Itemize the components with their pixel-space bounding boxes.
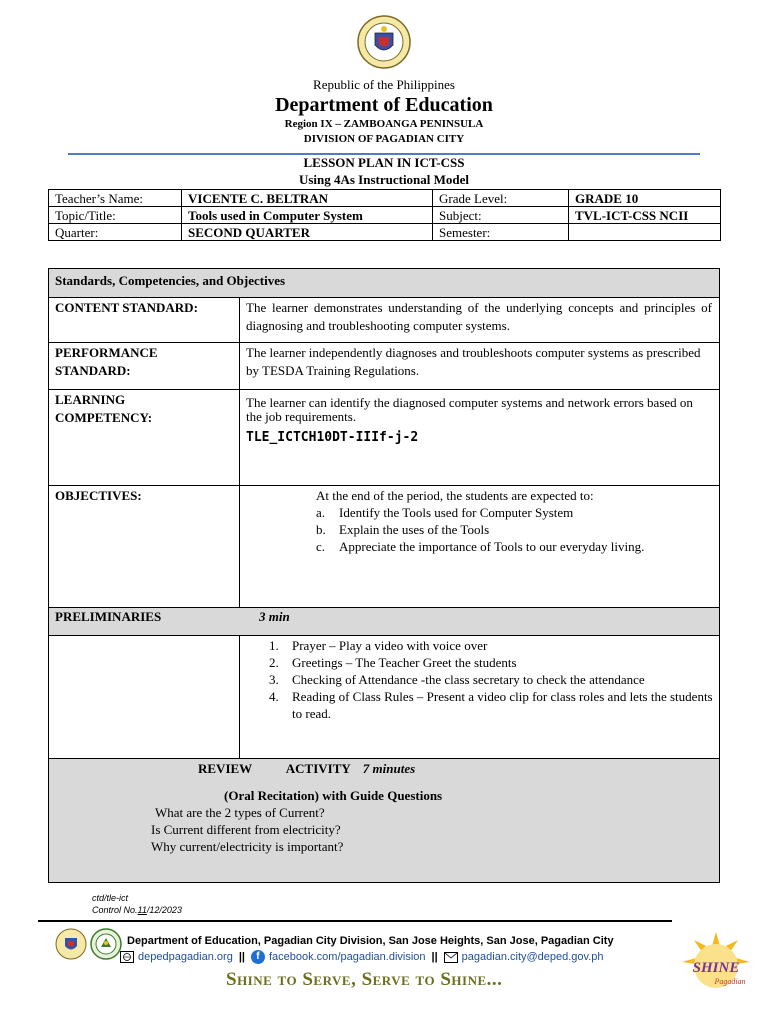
objectives-intro: At the end of the period, the students are expected to:	[316, 488, 594, 503]
guide-question: Is Current different from electricity?	[151, 822, 341, 837]
preliminaries-time: 3 min	[259, 609, 290, 624]
review-row	[49, 759, 719, 882]
guide-question: What are the 2 types of Current?	[155, 805, 325, 820]
label-line: LEARNING	[55, 392, 126, 407]
list-item	[269, 671, 719, 688]
list-text: Greetings – The Teacher Greet the students	[292, 655, 517, 670]
control-prefix: Control No.	[92, 905, 138, 915]
performance-standard-label	[55, 344, 158, 380]
topic-value: Tools used in Computer System	[182, 207, 433, 224]
learning-competency-label	[55, 391, 152, 427]
table-row	[49, 190, 721, 207]
lesson-info-table	[48, 189, 721, 241]
lesson-plan-title: LESSON PLAN IN ICT-CSS	[303, 155, 465, 170]
list-text: Appreciate the importance of Tools to our everyday living.	[339, 539, 645, 554]
footer-code: ctd/tle-ict	[92, 893, 129, 903]
preliminaries-row	[49, 636, 719, 759]
review-word: REVIEW	[198, 761, 252, 776]
teacher-label: Teacher’s Name:	[49, 190, 182, 207]
label-line: PERFORMANCE	[55, 345, 158, 360]
facebook-icon: f	[251, 950, 265, 964]
content-standard-row	[49, 298, 719, 343]
list-text: Prayer – Play a video with voice over	[292, 638, 488, 653]
mail-icon	[444, 952, 458, 963]
control-date: /12/2023	[146, 905, 182, 915]
footer-address: Department of Education, Pagadian City Division, San Jose Heights, San Jose, Pagadian City	[127, 935, 614, 947]
table-row	[49, 224, 721, 241]
list-marker: a.	[316, 505, 326, 520]
deped-seal-icon	[357, 15, 411, 69]
preliminaries-header-row	[49, 608, 719, 636]
shine-logo-icon	[678, 930, 754, 996]
content-standard-label: CONTENT STANDARD:	[55, 300, 198, 315]
division-motto: Shine to Serve, Serve to Shine...	[226, 969, 503, 990]
list-text: Checking of Attendance -the class secretary to check the attendance	[292, 672, 645, 687]
grade-label: Grade Level:	[433, 190, 569, 207]
republic-line: Republic of the Philippines	[313, 77, 455, 92]
topic-label: Topic/Title:	[49, 207, 182, 224]
email-link[interactable]: pagadian.city@deped.gov.ph	[461, 951, 604, 963]
review-time: 7 minutes	[362, 761, 416, 776]
quarter-label: Quarter:	[49, 224, 182, 241]
semester-value	[569, 224, 721, 241]
list-item	[316, 538, 716, 555]
list-item	[316, 521, 716, 538]
objectives-row	[49, 486, 719, 608]
column-divider	[239, 636, 240, 759]
list-text: Reading of Class Rules – Present a video clip for class roles and lets the students to read.	[292, 689, 713, 721]
objectives-label: OBJECTIVES:	[55, 488, 142, 503]
deped-logo-icon	[90, 928, 122, 960]
learning-competency-row	[49, 390, 719, 486]
label-line: STANDARD:	[55, 363, 131, 378]
facebook-link[interactable]: facebook.com/pagadian.division	[268, 951, 426, 963]
list-item	[269, 688, 719, 722]
subject-value: TVL-ICT-CSS NCII	[569, 207, 721, 224]
subject-label: Subject:	[433, 207, 569, 224]
performance-standard-row	[49, 343, 719, 390]
link-separator: ||	[238, 951, 245, 963]
department-title: Department of Education	[275, 94, 493, 116]
website-link[interactable]: depedpagadian.org	[138, 951, 233, 963]
list-item	[316, 504, 716, 521]
semester-label: Semester:	[433, 224, 569, 241]
control-number-value: 11	[137, 905, 147, 915]
label-line: COMPETENCY:	[55, 410, 153, 425]
list-marker: 2.	[269, 655, 279, 670]
content-standard-text: The learner demonstrates understanding of the underlying concepts and principles of diagnosing and troubleshooting computer systems.	[246, 300, 712, 333]
activity-word: ACTIVITY	[285, 761, 351, 776]
list-marker: 4.	[269, 689, 279, 704]
teacher-value: VICENTE C. BELTRAN	[182, 190, 433, 207]
list-marker: 1.	[269, 638, 279, 653]
section-header: Standards, Competencies, and Objectives	[55, 273, 286, 288]
list-text: Explain the uses of the Tools	[339, 522, 490, 537]
list-item	[269, 637, 719, 654]
quarter-value: SECOND QUARTER	[182, 224, 433, 241]
guide-question: Why current/electricity is important?	[151, 839, 344, 854]
preliminaries-list	[269, 637, 719, 722]
footer-links	[120, 950, 604, 964]
grade-value: GRADE 10	[569, 190, 721, 207]
link-separator: ||	[431, 951, 438, 963]
region-line: Region IX – ZAMBOANGA PENINSULA	[284, 118, 484, 130]
review-heading	[198, 760, 415, 778]
lesson-plan-table	[48, 268, 720, 883]
learning-competency-text: The learner can identify the diagnosed computer systems and network errors based on the job requirements.	[246, 395, 693, 424]
shine-logo-text: SHINE	[692, 960, 740, 976]
table-row	[49, 207, 721, 224]
lesson-plan-model: Using 4As Instructional Model	[298, 172, 470, 187]
control-number	[92, 905, 182, 915]
list-text: Identify the Tools used for Computer System	[339, 505, 574, 520]
section-header-row	[49, 269, 719, 298]
objectives-list	[316, 504, 716, 555]
division-line: DIVISION OF PAGADIAN CITY	[303, 133, 465, 145]
list-marker: b.	[316, 522, 326, 537]
preliminaries-label: PRELIMINARIES	[55, 609, 162, 624]
competency-code: TLE_ICTCH10DT-IIIf-j-2	[246, 430, 419, 445]
list-item	[269, 654, 719, 671]
globe-icon	[120, 951, 134, 963]
division-seal-icon	[55, 928, 87, 960]
column-divider	[239, 298, 240, 608]
footer-divider	[38, 920, 672, 922]
performance-standard-text: The learner independently diagnoses and troubleshoots computer systems as prescribed by TESDA Training Regulations.	[246, 345, 701, 378]
list-marker: 3.	[269, 672, 279, 687]
list-marker: c.	[316, 539, 326, 554]
review-subheading: (Oral Recitation) with Guide Questions	[224, 788, 443, 803]
shine-logo-subtext: Pagadian	[714, 977, 746, 986]
